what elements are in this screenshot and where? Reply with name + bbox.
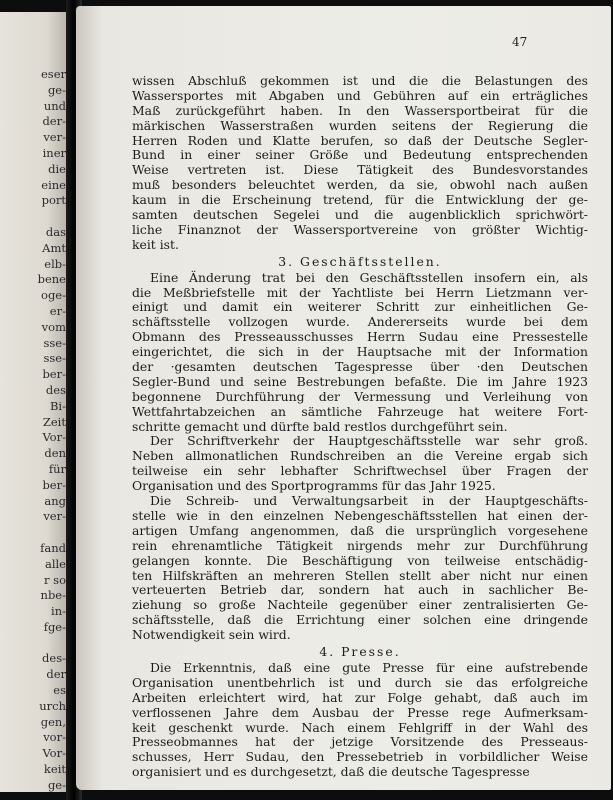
left-fragment-line: Bi- [49,398,66,413]
text-line: Neben allmonatlichen Rundschreiben an die Vereine ergab sich [132,448,588,464]
left-fragment-line: ver- [43,509,66,524]
text-line: Eine Änderung trat bei den Geschäftsstellen insofern ein, als [150,269,588,285]
paragraph [132,74,588,253]
left-fragment-line: ber- [42,477,66,492]
left-fragment-line: ang [44,493,66,508]
body-text [132,74,588,780]
text-line: Presseobmannes hat der jetzige Vorsitzende des Presseaus- [132,734,588,750]
left-fragment-line: der- [42,114,66,129]
left-fragment-line [0,209,66,225]
left-fragment-line: fge- [43,619,66,634]
left-fragment-line: Zeit [42,414,66,429]
text-line: keit ist. [132,236,179,252]
text-line: gelangen konnte. Die Beschäftigung von teilweise entschädig- [132,552,588,568]
left-fragment-line: keit [43,762,66,777]
paragraph [132,271,588,435]
text-line: Bund in einer seiner Größe und Bedeutung entsprechenden [132,147,588,163]
left-fragment-line: urch [39,698,66,713]
left-fragment-line: des [45,382,66,397]
text-line: Notwendigkeit sein wird. [132,627,291,643]
left-fragment-line: iner [42,145,66,160]
left-fragment-line: ge- [47,82,66,97]
left-fragment-line: gen, [40,714,66,729]
text-line: Organisation unentbehrlich ist und durch sie das erfolgreiche [132,674,588,690]
left-fragment-line: die [48,161,66,176]
right-page [76,6,611,790]
text-line: keit geschenkt wurde. Nach einem Fehlgriff in der Wahl des [132,719,588,735]
text-line: einigt und damit ein weiterer Schritt zur einheitlichen Ge- [132,299,588,315]
text-line: verteuerten Betrieb dar, sondern hat auch in sachlicher Be- [132,582,588,598]
text-line: die Meßbriefstelle mit der Yachtliste bei Herrn Lietzmann ver- [132,284,588,300]
text-line: Die Schreib- und Verwaltungsarbeit in der Hauptgeschäfts- [150,493,588,509]
left-fragment-line: eine [41,177,66,192]
text-line: Die Erkenntnis, daß eine gute Presse für eine aufstrebende [150,659,588,675]
text-line: ziehung so große Nachteile gegenüber einer zentralisierten Ge- [132,597,588,613]
left-fragment-line: vom [41,319,66,334]
text-line: samten deutschen Segelei und die augenblicklich sprichwört- [132,207,588,223]
left-fragment-line: er- [49,303,66,318]
paragraph [132,494,588,643]
text-line: Wassersportes mit Abgaben und Gebühren auf ein erträgliches [132,87,588,103]
left-fragment-line: Amt [42,240,66,255]
left-page-text-fragments [0,67,66,792]
text-line: Organisation und des Sportprogramms für das Jahr 1925. [132,478,496,494]
left-fragment-line [0,525,66,541]
text-line: begonnene Durchführung der Vermessung und Verleihung von [132,388,588,404]
text-line: muß besonders beleuchtet werden, da sie, obwohl nach außen [132,177,588,193]
text-line: Weise vertreten ist. Diese Tätigkeit des Bundesvorstandes [132,162,588,178]
text-line: Wettfahrtabzeichen an sämtliche Fahrzeuge hat weitere Fort- [132,403,588,419]
text-line: Obmann des Presseausschusses Herrn Sudau eine Pressestelle [132,329,588,345]
left-fragment-line: Vor- [42,746,66,761]
text-line: ten Hilfskräften an mehreren Stellen stellt aber nicht nur einen [132,567,588,583]
paragraph [132,434,588,494]
text-line: verflossenen Jahre dem Ausbau der Presse rege Aufmerksam- [132,704,588,720]
left-fragment-line: es [53,683,66,698]
text-line: Maß zurückgeführt haben. In den Wassersportbeirat für die [132,102,588,118]
left-fragment-line: oge- [41,288,66,303]
left-fragment-line: den [44,446,66,461]
left-fragment-line: das [45,224,66,239]
left-fragment-line: port [41,193,66,208]
left-fragment-line: des- [42,651,66,666]
text-line: artigen Umfang angenommen, daß die ursprünglich vorgesehene [132,522,588,538]
text-line: schritte gemacht und dürfte bald restlos durchgeführt sein. [132,418,508,434]
paragraph [132,661,588,780]
left-fragment-line: elb- [44,256,66,271]
text-line: märkischen Wasserstraßen wurden seitens der Regierung die [132,117,588,133]
left-fragment-line: r so [44,572,66,587]
text-line: Herren Roden und Klatte berufen, so daß der Deutsche Segler- [132,132,588,148]
left-fragment-line: sse- [43,335,66,350]
left-fragment-line: vor- [43,730,66,745]
text-line: schäftsstelle, daß die Errichtung einer solchen eine dringende [132,612,588,628]
left-fragment-line: sse- [43,351,66,366]
text-line: wissen Abschluß gekommen ist und die die Belastungen des [132,73,588,88]
left-fragment-line: alle [44,556,66,571]
left-fragment-line: fand [40,540,66,555]
left-fragment-line: ber- [42,367,66,382]
text-line: organisiert und es durchgesetzt, daß die deutsche Tagespresse [132,764,530,780]
text-line: schusses, Herr Sudau, den Pressebetrieb in vorbildlicher Weise [132,749,588,765]
left-fragment-line: der [46,667,66,682]
left-fragment-line [0,636,66,652]
section-heading: 4. Presse. [319,643,401,659]
left-fragment-line: Vor- [42,430,66,445]
text-line: liche Finanznot der Wassersportvereine von größter Wichtig- [132,221,588,237]
text-line: schäftsstelle vollzogen wurde. Andererseits wurde bei dem [132,314,588,330]
text-line: teilweise ein sehr lebhafter Schriftwechsel über Fragen der [132,463,588,479]
text-line: der ·gesamten deutschen Tagespresse über ·den Deutschen [132,359,588,375]
text-line: rein ehrenamtliche Tätigkeit nirgends mehr zur Durchführung [132,537,588,553]
text-line: eingerichtet, die sich in der Hauptsache mit der Information [132,344,588,360]
left-fragment-line: eser [40,67,66,81]
left-fragment-line: ver- [43,130,66,145]
left-fragment-line: nbe- [40,588,66,603]
section-heading: 3. Geschäftsstellen. [278,253,442,269]
left-fragment-line: und [43,98,66,113]
text-line: kaum in die Erscheinung tretend, für die Entwicklung der ge- [132,192,588,208]
text-line: stelle wie in den einzelnen Nebengeschäftsstellen hat einen der- [132,507,588,523]
text-line: Arbeiten erleichtert wird, hat zur Folge gehabt, daß auch im [132,689,588,705]
text-line: Segler-Bund und seine Bestrebungen befaßte. Die im Jahre 1923 [132,373,588,389]
left-page-edge [0,12,66,792]
page-number: 47 [512,35,528,49]
left-fragment-line: für [48,461,66,476]
left-fragment-line: ge- [47,777,66,792]
left-fragment-line: bene [37,272,66,287]
left-fragment-line: in- [51,604,66,619]
text-line: Der Schriftverkehr der Hauptgeschäftsstelle war sehr groß. [150,433,588,449]
